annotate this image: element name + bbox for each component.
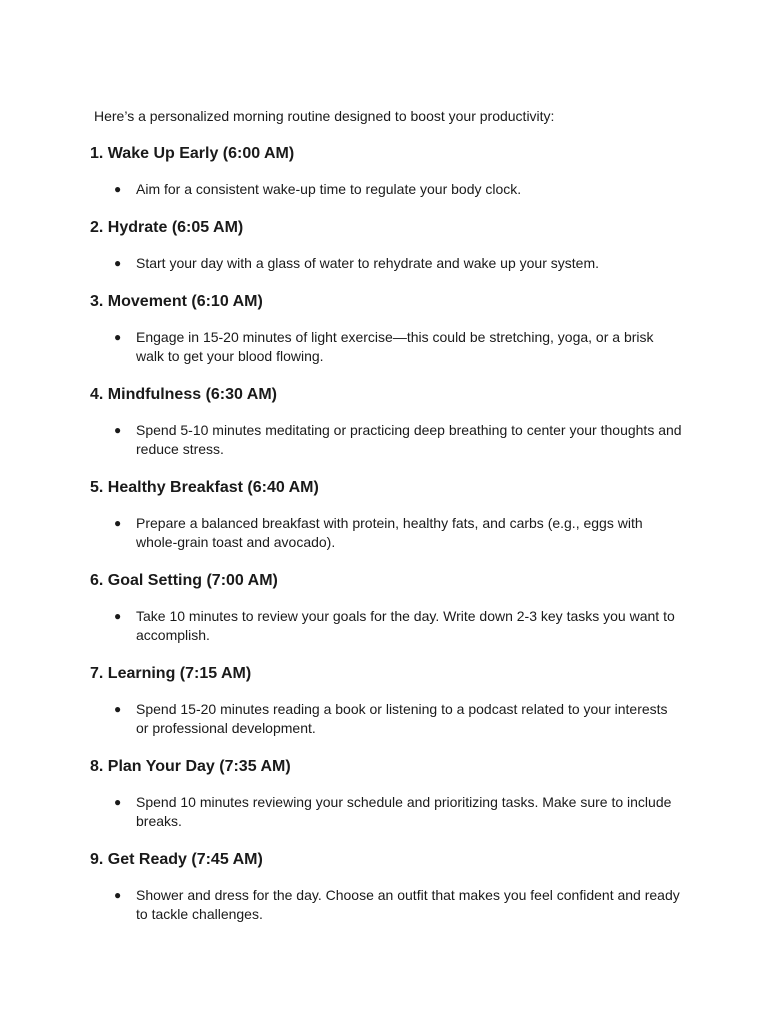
bullet-item [90, 793, 682, 831]
routine-section [90, 385, 708, 459]
section-heading: 5. Healthy Breakfast (6:40 AM) [90, 479, 319, 496]
bullet-dot-icon: ● [114, 609, 122, 623]
bullet-text: Spend 10 minutes reviewing your schedule and prioritizing tasks. Make sure to include breaks. [136, 794, 672, 829]
bullet-dot-icon: ● [114, 702, 122, 716]
routine-section [90, 571, 708, 645]
bullet-dot-icon: ● [114, 423, 122, 437]
bullet-list [90, 886, 708, 924]
section-heading: 8. Plan Your Day (7:35 AM) [90, 758, 291, 775]
bullet-dot-icon: ● [114, 516, 122, 530]
bullet-item [90, 700, 682, 738]
bullet-dot-icon: ● [114, 182, 122, 196]
routine-section [90, 218, 708, 273]
bullet-list [90, 180, 708, 199]
bullet-dot-icon: ● [114, 888, 122, 902]
routine-section [90, 292, 708, 366]
bullet-dot-icon: ● [114, 795, 122, 809]
bullet-list [90, 700, 708, 738]
bullet-list [90, 421, 708, 459]
bullet-item [90, 180, 682, 199]
section-heading: 4. Mindfulness (6:30 AM) [90, 386, 277, 403]
bullet-item [90, 254, 682, 273]
routine-section [90, 144, 708, 199]
bullet-item [90, 421, 682, 459]
bullet-item [90, 328, 682, 366]
section-heading: 1. Wake Up Early (6:00 AM) [90, 145, 295, 162]
bullet-list [90, 328, 708, 366]
bullet-item [90, 607, 682, 645]
bullet-text: Shower and dress for the day. Choose an outfit that makes you feel confident and ready to tackle challenges. [136, 887, 680, 922]
intro-paragraph: Here’s a personalized morning routine designed to boost your productivity: [94, 108, 555, 124]
section-heading: 7. Learning (7:15 AM) [90, 665, 252, 682]
bullet-text: Aim for a consistent wake-up time to regulate your body clock. [136, 181, 522, 197]
routine-section [90, 850, 708, 924]
bullet-dot-icon: ● [114, 330, 122, 344]
routine-section [90, 478, 708, 552]
bullet-text: Spend 5-10 minutes meditating or practicing deep breathing to center your thoughts and reduce stress. [136, 422, 682, 457]
routine-section [90, 664, 708, 738]
bullet-list [90, 607, 708, 645]
bullet-list [90, 514, 708, 552]
section-heading: 2. Hydrate (6:05 AM) [90, 219, 244, 236]
bullet-list [90, 793, 708, 831]
section-heading: 3. Movement (6:10 AM) [90, 293, 263, 310]
bullet-text: Prepare a balanced breakfast with protein, healthy fats, and carbs (e.g., eggs with whole-grain toast and avocado). [136, 515, 643, 550]
bullet-item [90, 886, 682, 924]
bullet-text: Engage in 15-20 minutes of light exercise—this could be stretching, yoga, or a brisk walk to get your blood flowing. [136, 329, 654, 364]
routine-section [90, 757, 708, 831]
bullet-text: Take 10 minutes to review your goals for the day. Write down 2-3 key tasks you want to accomplish. [136, 608, 675, 643]
bullet-text: Start your day with a glass of water to rehydrate and wake up your system. [136, 255, 599, 271]
bullet-list [90, 254, 708, 273]
bullet-item [90, 514, 682, 552]
section-heading: 6. Goal Setting (7:00 AM) [90, 572, 278, 589]
bullet-dot-icon: ● [114, 256, 122, 270]
bullet-text: Spend 15-20 minutes reading a book or listening to a podcast related to your interests or professional development. [136, 701, 668, 736]
section-heading: 9. Get Ready (7:45 AM) [90, 851, 263, 868]
routine-sections [90, 144, 708, 924]
